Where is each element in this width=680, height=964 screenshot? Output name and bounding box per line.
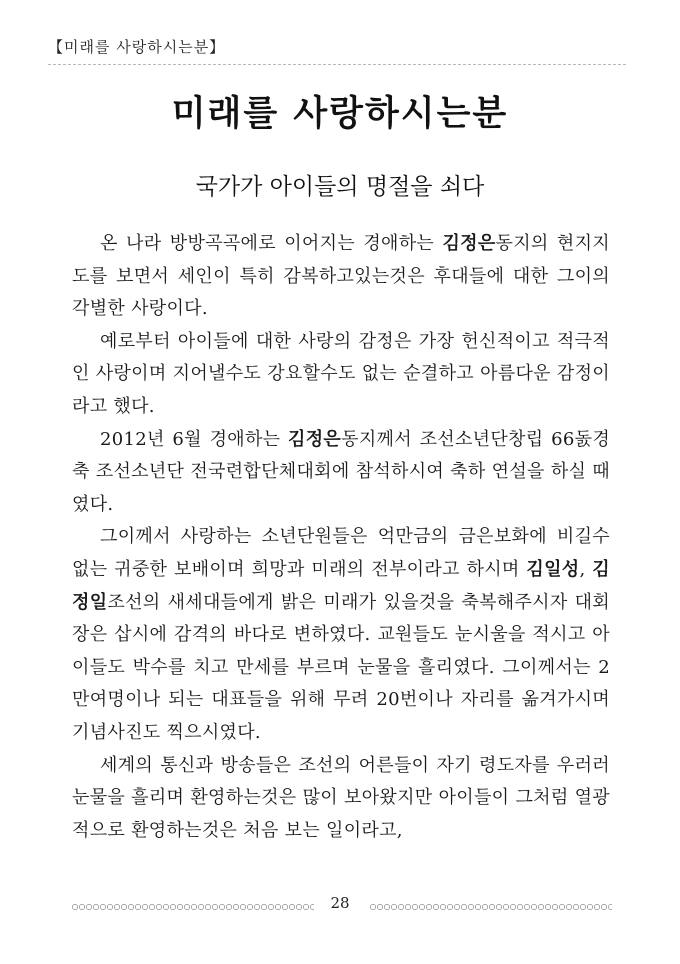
paragraph-text: 그이께서 사랑하는 소년단원들은 억만금의 금은보화에 비길수 없는 귀중한 보배이며 희망과 미래의 전부이라고 하시며 [72,526,610,580]
body-paragraph [72,521,610,749]
paragraph-text: 동지의 현지지도를 보면서 세인이 특히 감복하고있는것은 후대들에 대한 그이의 각별한 사랑이다. [72,233,610,320]
paragraph-text: 예로부터 아이들에 대한 사랑의 감정은 가장 헌신적이고 적극적인 사랑이며 지어낼수도 강요할수도 없는 순결하고 아름다운 감정이라고 했다. [72,330,610,417]
page-number: 28 [330,894,350,912]
section-subtitle: 국가가 아이들의 명절을 쇠다 [195,174,485,200]
running-header: 【미래를 사랑하시는분】 [48,38,226,56]
header-divider [48,64,626,65]
paragraph-text: 세계의 통신과 방송들은 조선의 어른들이 자기 령도자를 우러러 눈물을 흘리며 환영하는것은 많이 보아왔지만 아이들이 그처럼 열광적으로 환영하는것은 처음 보는 일이라고, [72,754,610,841]
paragraph-text: 동지께서 조선소년단창립 66돐경축 조선소년단 전국련합단체대회에 참석하시여 축하 연설을 하실 때였다. [72,428,611,515]
emphasized-name: 김정은 [288,428,342,450]
emphasized-name: 김정은 [442,233,496,254]
body-text [72,228,610,847]
body-paragraph [72,228,610,326]
body-paragraph [72,750,610,848]
paragraph-text: 온 나라 방방곡곡에로 이어지는 경애하는 [100,233,443,254]
paragraph-text: , [579,558,593,580]
emphasized-name: 김정일 [72,558,610,613]
body-paragraph [72,326,610,424]
body-paragraph [72,424,610,522]
paragraph-text: 조선의 새세대들에게 밝은 미래가 있을것을 축복해주시자 대회장은 삽시에 감격의 바다로 변하였다. 교원들도 눈시울을 적시고 아이들도 박수를 치고 만세를 부르며 눈물을 흘리였다. 그이께서는 2만여명이나 되는 대표들을 위해 무려 20번이나 자리를 옮겨가시며 기념사진도 찍으시였다. [72,591,610,743]
paragraph-text: 2012년 6월 경애하는 [100,428,289,450]
footer-ornament-right [370,903,612,911]
emphasized-name: 김일성 [526,558,580,580]
page-title: 미래를 사랑하시는분 [171,94,509,134]
